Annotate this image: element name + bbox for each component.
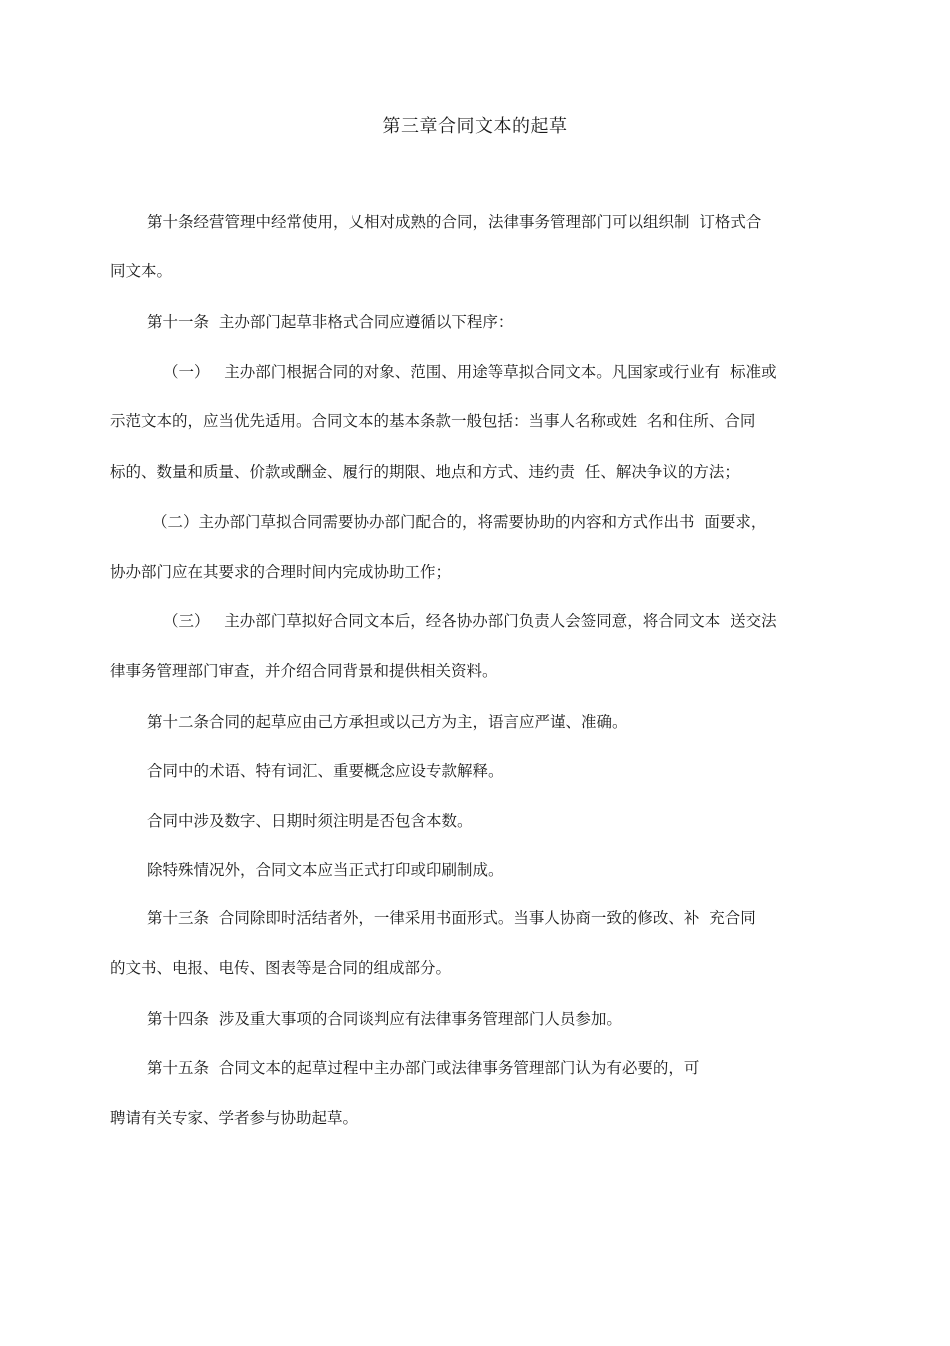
text-line: 第十一条 主办部门起草非格式合同应遵循以下程序： bbox=[147, 313, 514, 331]
text-line: （一） 主办部门根据合同的对象、范围、用途等草拟合同文本。凡国家或行业有 标准或 bbox=[163, 363, 777, 381]
text-line: 聘请有关专家、学者参与协助起草。 bbox=[110, 1109, 359, 1127]
text-line: 第十二条合同的起草应由己方承担或以己方为主，语言应严谨、准确。 bbox=[147, 713, 628, 731]
text-line: 第十五条 合同文本的起草过程中主办部门或法律事务管理部门认为有必要的，可 bbox=[147, 1059, 700, 1077]
text-line: 协办部门应在其要求的合理时间内完成协助工作； bbox=[110, 563, 452, 581]
text-line: 合同中的术语、特有词汇、重要概念应设专款解释。 bbox=[147, 762, 504, 780]
text-line: 第十条经营管理中经常使用，乂相对成熟的合同，法律事务管理部门可以组织制 订格式合 bbox=[147, 213, 762, 231]
text-line: 的文书、电报、电传、图表等是合同的组成部分。 bbox=[110, 959, 452, 977]
text-line: 同文本。 bbox=[110, 262, 173, 280]
text-line: 第十四条 涉及重大事项的合同谈判应有法律事务管理部门人员参加。 bbox=[147, 1010, 622, 1028]
text-line: 第十三条 合同除即时活结者外，一律采用书面形式。当事人协商一致的修改、补 充合同 bbox=[147, 909, 756, 927]
text-line: 除特殊情况外，合同文本应当正式打印或印刷制成。 bbox=[147, 861, 504, 879]
text-line: 合同中涉及数字、日期时须注明是否包含本数。 bbox=[147, 812, 473, 830]
chapter-title: 第三章合同文本的起草 bbox=[382, 116, 568, 137]
text-line: 律事务管理部门审查，并介绍合同背景和提供相关资料。 bbox=[110, 662, 498, 680]
text-line: 标的、数量和质量、价款或酬金、履行的期限、地点和方式、违约责 任、解决争议的方法； bbox=[110, 463, 740, 481]
text-line: （三） 主办部门草拟好合同文本后，经各协办部门负责人会签同意，将合同文本 送交法 bbox=[163, 612, 777, 630]
text-line: 示范文本的，应当优先适用。合同文本的基本条款一般包括：当事人名称或姓 名和住所、合同 bbox=[110, 412, 756, 430]
text-line: （二）主办部门草拟合同需要协办部门配合的，将需要协助的内容和方式作出书 面要求， bbox=[152, 513, 767, 531]
